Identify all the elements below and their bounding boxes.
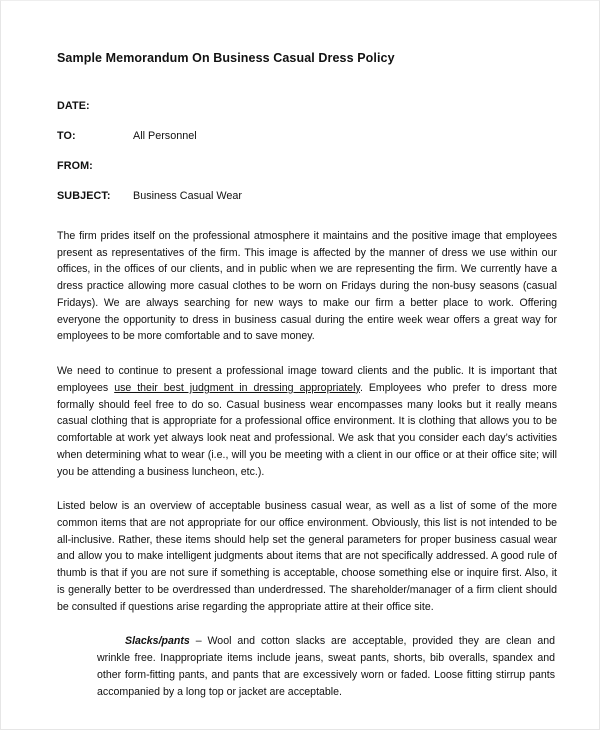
- memo-field-subject-label: SUBJECT:: [57, 190, 111, 202]
- memo-body: [57, 228, 559, 700]
- paragraph-2-trailing-text: . Employees who prefer to dress more formally should feel free to do so. Casual business wear encompasses many looks but it really means casual clothing that is appropriate for a professional office environment. It is clothing that allows you to be comfortable at work yet always look neat and professional. We ask that you consider each day’s activities when determining what to wear (i.e., will you be meeting with a client in our office or at their office site; will you be attending a business luncheon, etc.).: [57, 381, 557, 478]
- body-paragraph-4-slacks-pants: [97, 633, 559, 700]
- memo-field-date-label: DATE:: [57, 100, 90, 112]
- document-sheet: [1, 1, 599, 729]
- memo-field-to-label: TO:: [57, 130, 76, 142]
- page-title: Sample Memorandum On Business Casual Dress Policy: [57, 51, 395, 65]
- memo-header-fields: [57, 100, 559, 202]
- memo-field-to-value: All Personnel: [133, 130, 197, 142]
- memo-field-to: [57, 130, 559, 142]
- memo-field-date: [57, 100, 559, 112]
- memo-field-subject: [57, 190, 559, 202]
- memo-field-from-label: FROM:: [57, 160, 93, 172]
- slacks-pants-description: – Wool and cotton slacks are acceptable, provided they are clean and wrinkle free. Inappropriate items include jeans, sweat pants, shorts, bib overalls, spandex and other form-fitting pants, and pants that are excessively worn or faded. Loose fitting stirrup pants accompanied by a long top or jacket are acceptable.: [97, 635, 555, 698]
- body-paragraph-2: [57, 363, 559, 480]
- body-paragraph-1: The firm prides itself on the professional atmosphere it maintains and the positive image that employees present as representatives of the firm. This image is affected by the manner of dress we use within our offices, in the offices of our clients, and in public when we are representing the firm. We currently have a dress practice allowing more casual clothes to be worn on Fridays during the non-busy seasons (casual Fridays). We are always searching for new ways to make our firm a better place to work. Offering everyone the opportunity to dress in business casual during the entire week wear offers a great way for employees to be more comfortable and to save money.: [57, 230, 557, 343]
- body-paragraph-3: Listed below is an overview of acceptable business casual wear, as well as a list of some of the more common items that are not appropriate for our office environment. Obviously, this list is not intended to be all-inclusive. Rather, these items should help set the general parameters for proper business casual wear and allow you to make intelligent judgments about items that are not specifically addressed. A good rule of thumb is that if you are not sure if something is acceptable, choose something else or inquire first. Also, it is generally better to be overdressed than underdressed. The shareholder/manager of a firm client should be consulted if questions arise regarding the appropriate attire at their office site.: [57, 500, 557, 613]
- paragraph-2-underlined-text: use their best judgment in dressing appropriately: [114, 381, 360, 394]
- slacks-pants-heading: Slacks/pants: [125, 635, 190, 648]
- paragraph-2-lead-text: We need to continue to present a professional image toward clients and the public. It is important that employees: [57, 365, 557, 394]
- memo-field-from: [57, 160, 559, 172]
- memo-field-subject-value: Business Casual Wear: [133, 190, 243, 202]
